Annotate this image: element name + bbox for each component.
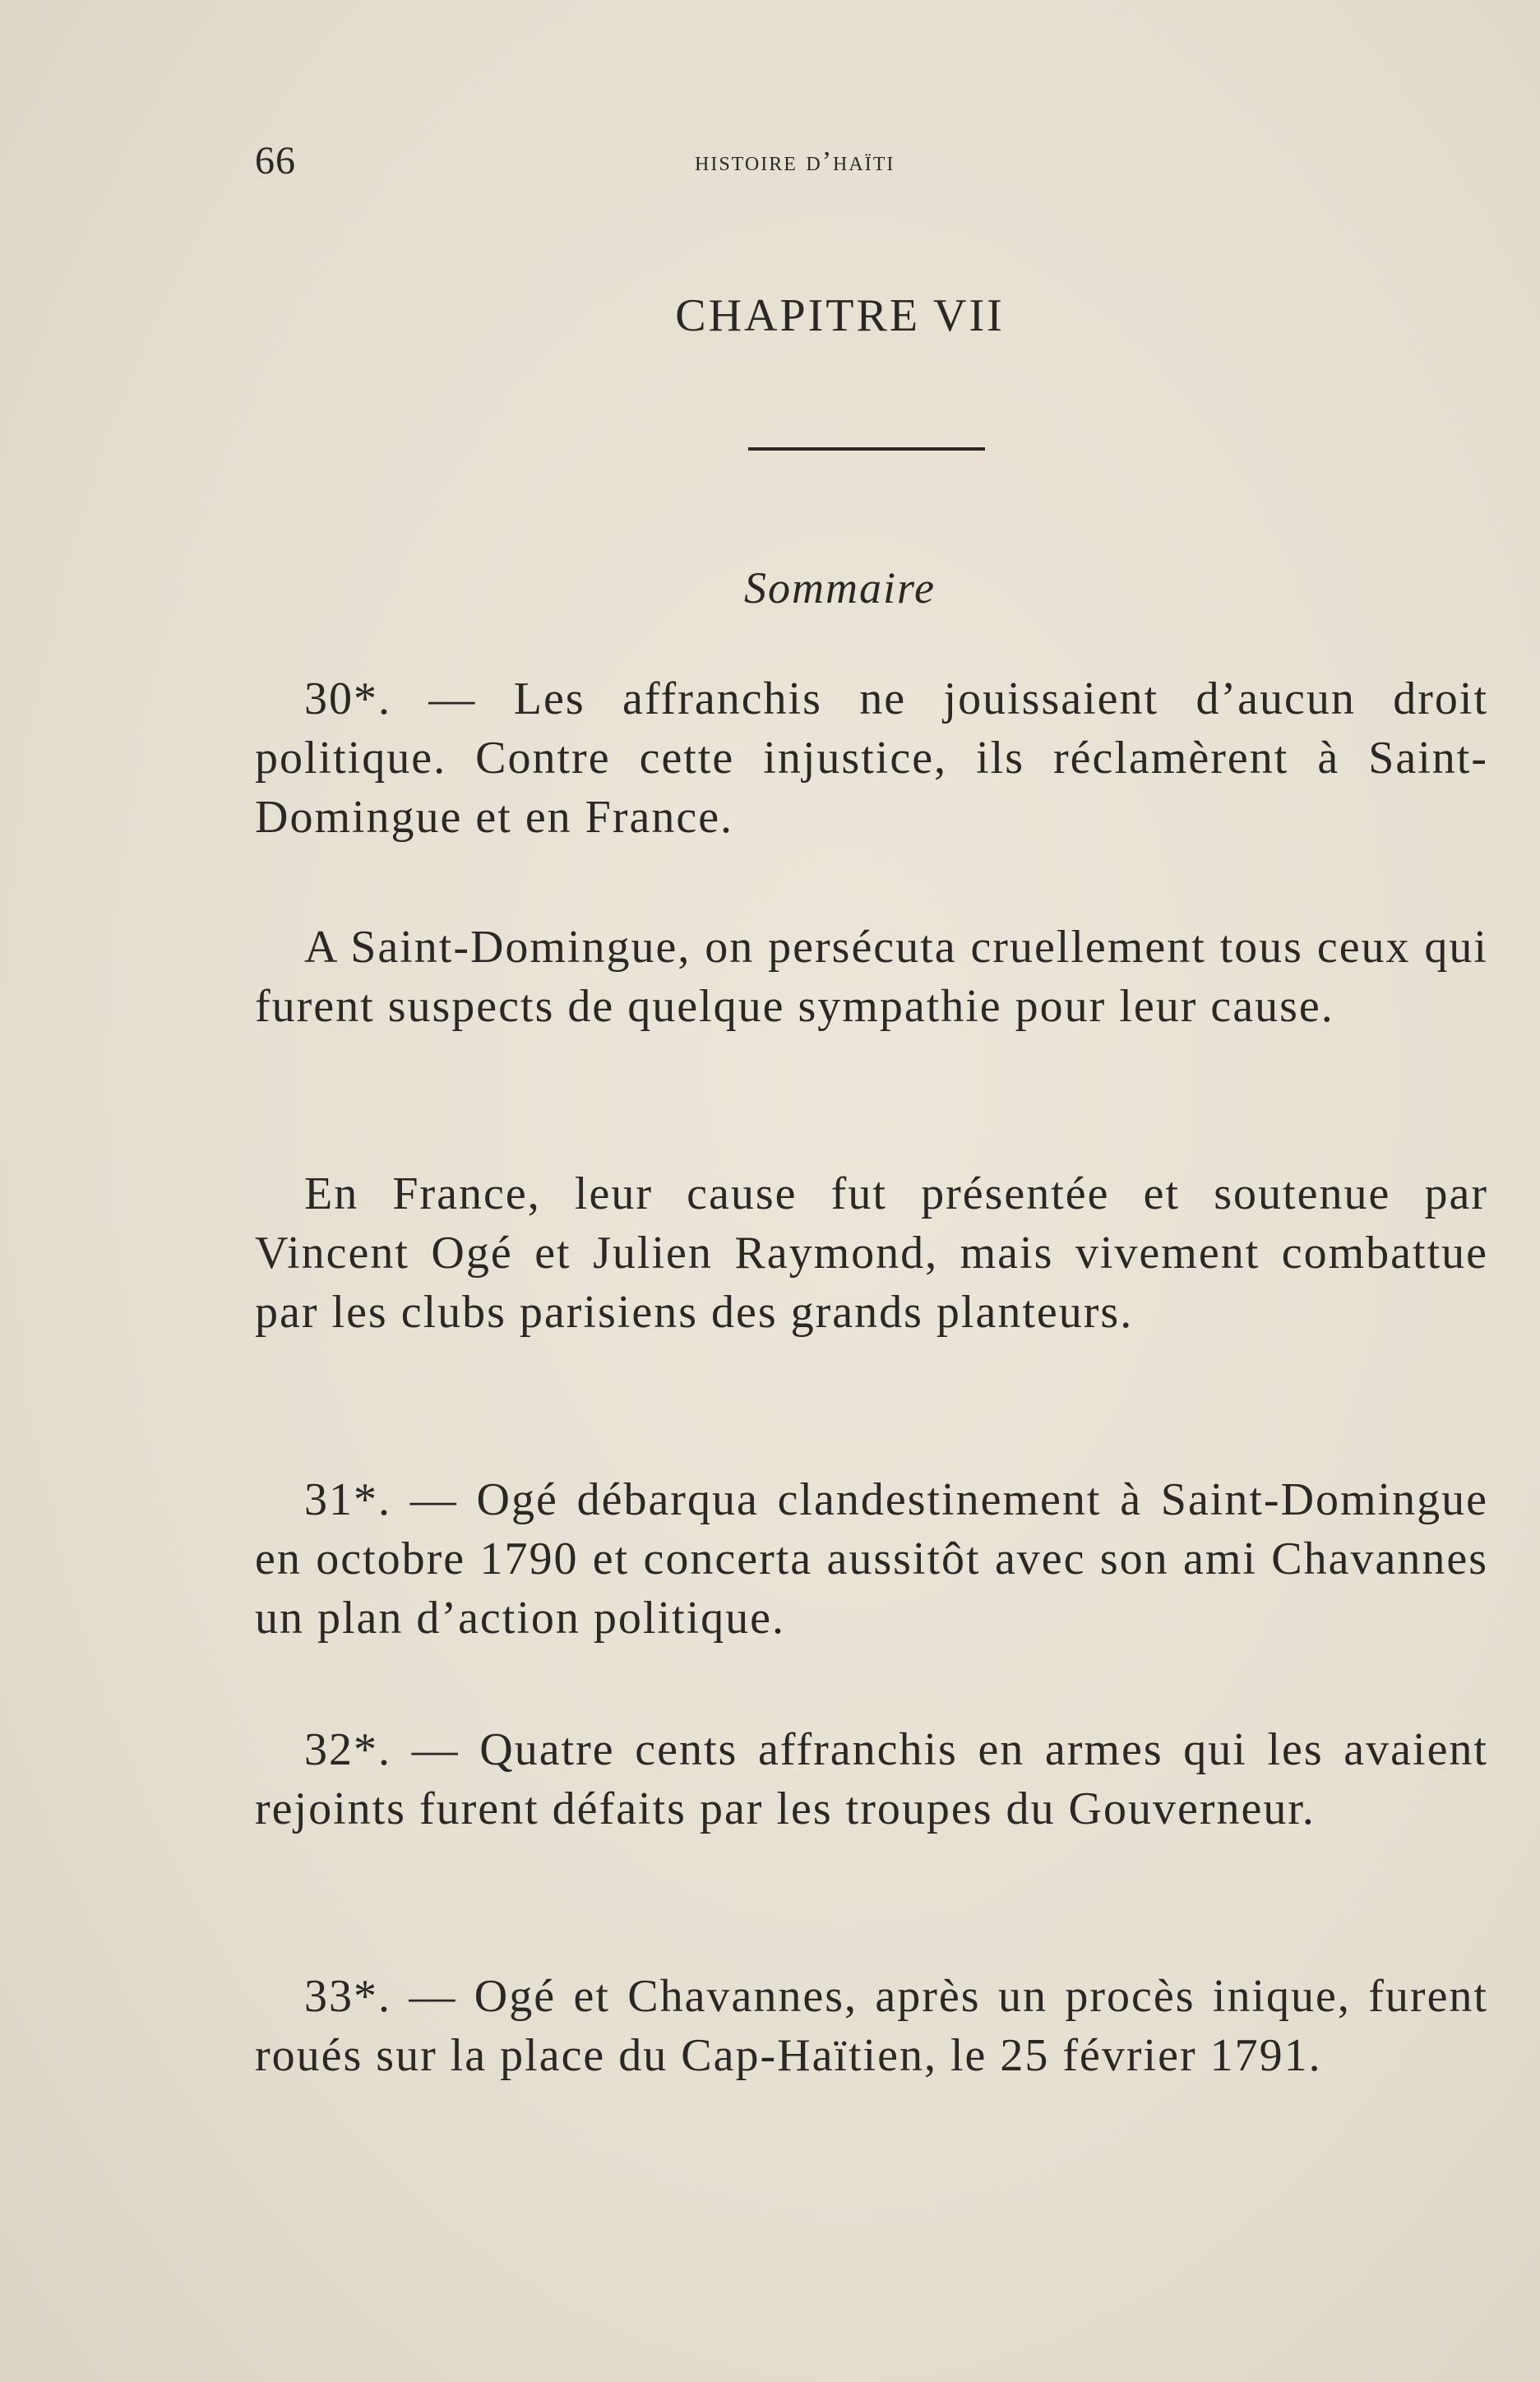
paragraph-33: 33*. — Ogé et Chavannes, après un procès inique, furent roués sur la place du Cap-Haïtien, le 25 février 1791.	[255, 1971, 1488, 2081]
paragraph-32: 32*. — Quatre cents affranchis en armes qui les avaient rejoints furent défaits par les troupes du Gouverneur.	[255, 1724, 1488, 1834]
paragraph-saint-domingue: A Saint-Domingue, on persécuta cruellement tous ceux qui furent suspects de quelque sympathie pour leur cause.	[255, 922, 1488, 1032]
paragraph-31: 31*. — Ogé débarqua clandestinement à Saint-Domingue en octobre 1790 et concerta aussitôt avec son ami Chavannes un plan d’action politique.	[255, 1474, 1488, 1644]
chapter-title: CHAPITRE VII	[675, 290, 1005, 341]
running-head: histoire d’haïti	[695, 146, 895, 177]
page-number: 66	[255, 139, 296, 183]
summary-heading: Sommaire	[744, 563, 936, 613]
paragraph-30: 30*. — Les affranchis ne jouissaient d’aucun droit politique. Contre cette injustice, ils réclamèrent à Saint-Domingue et en France.	[255, 673, 1488, 843]
paragraph-france: En France, leur cause fut présentée et soutenue par Vincent Ogé et Julien Raymond, mais vivement combattue par les clubs parisiens des grands planteurs.	[255, 1168, 1488, 1338]
title-divider	[748, 447, 985, 451]
